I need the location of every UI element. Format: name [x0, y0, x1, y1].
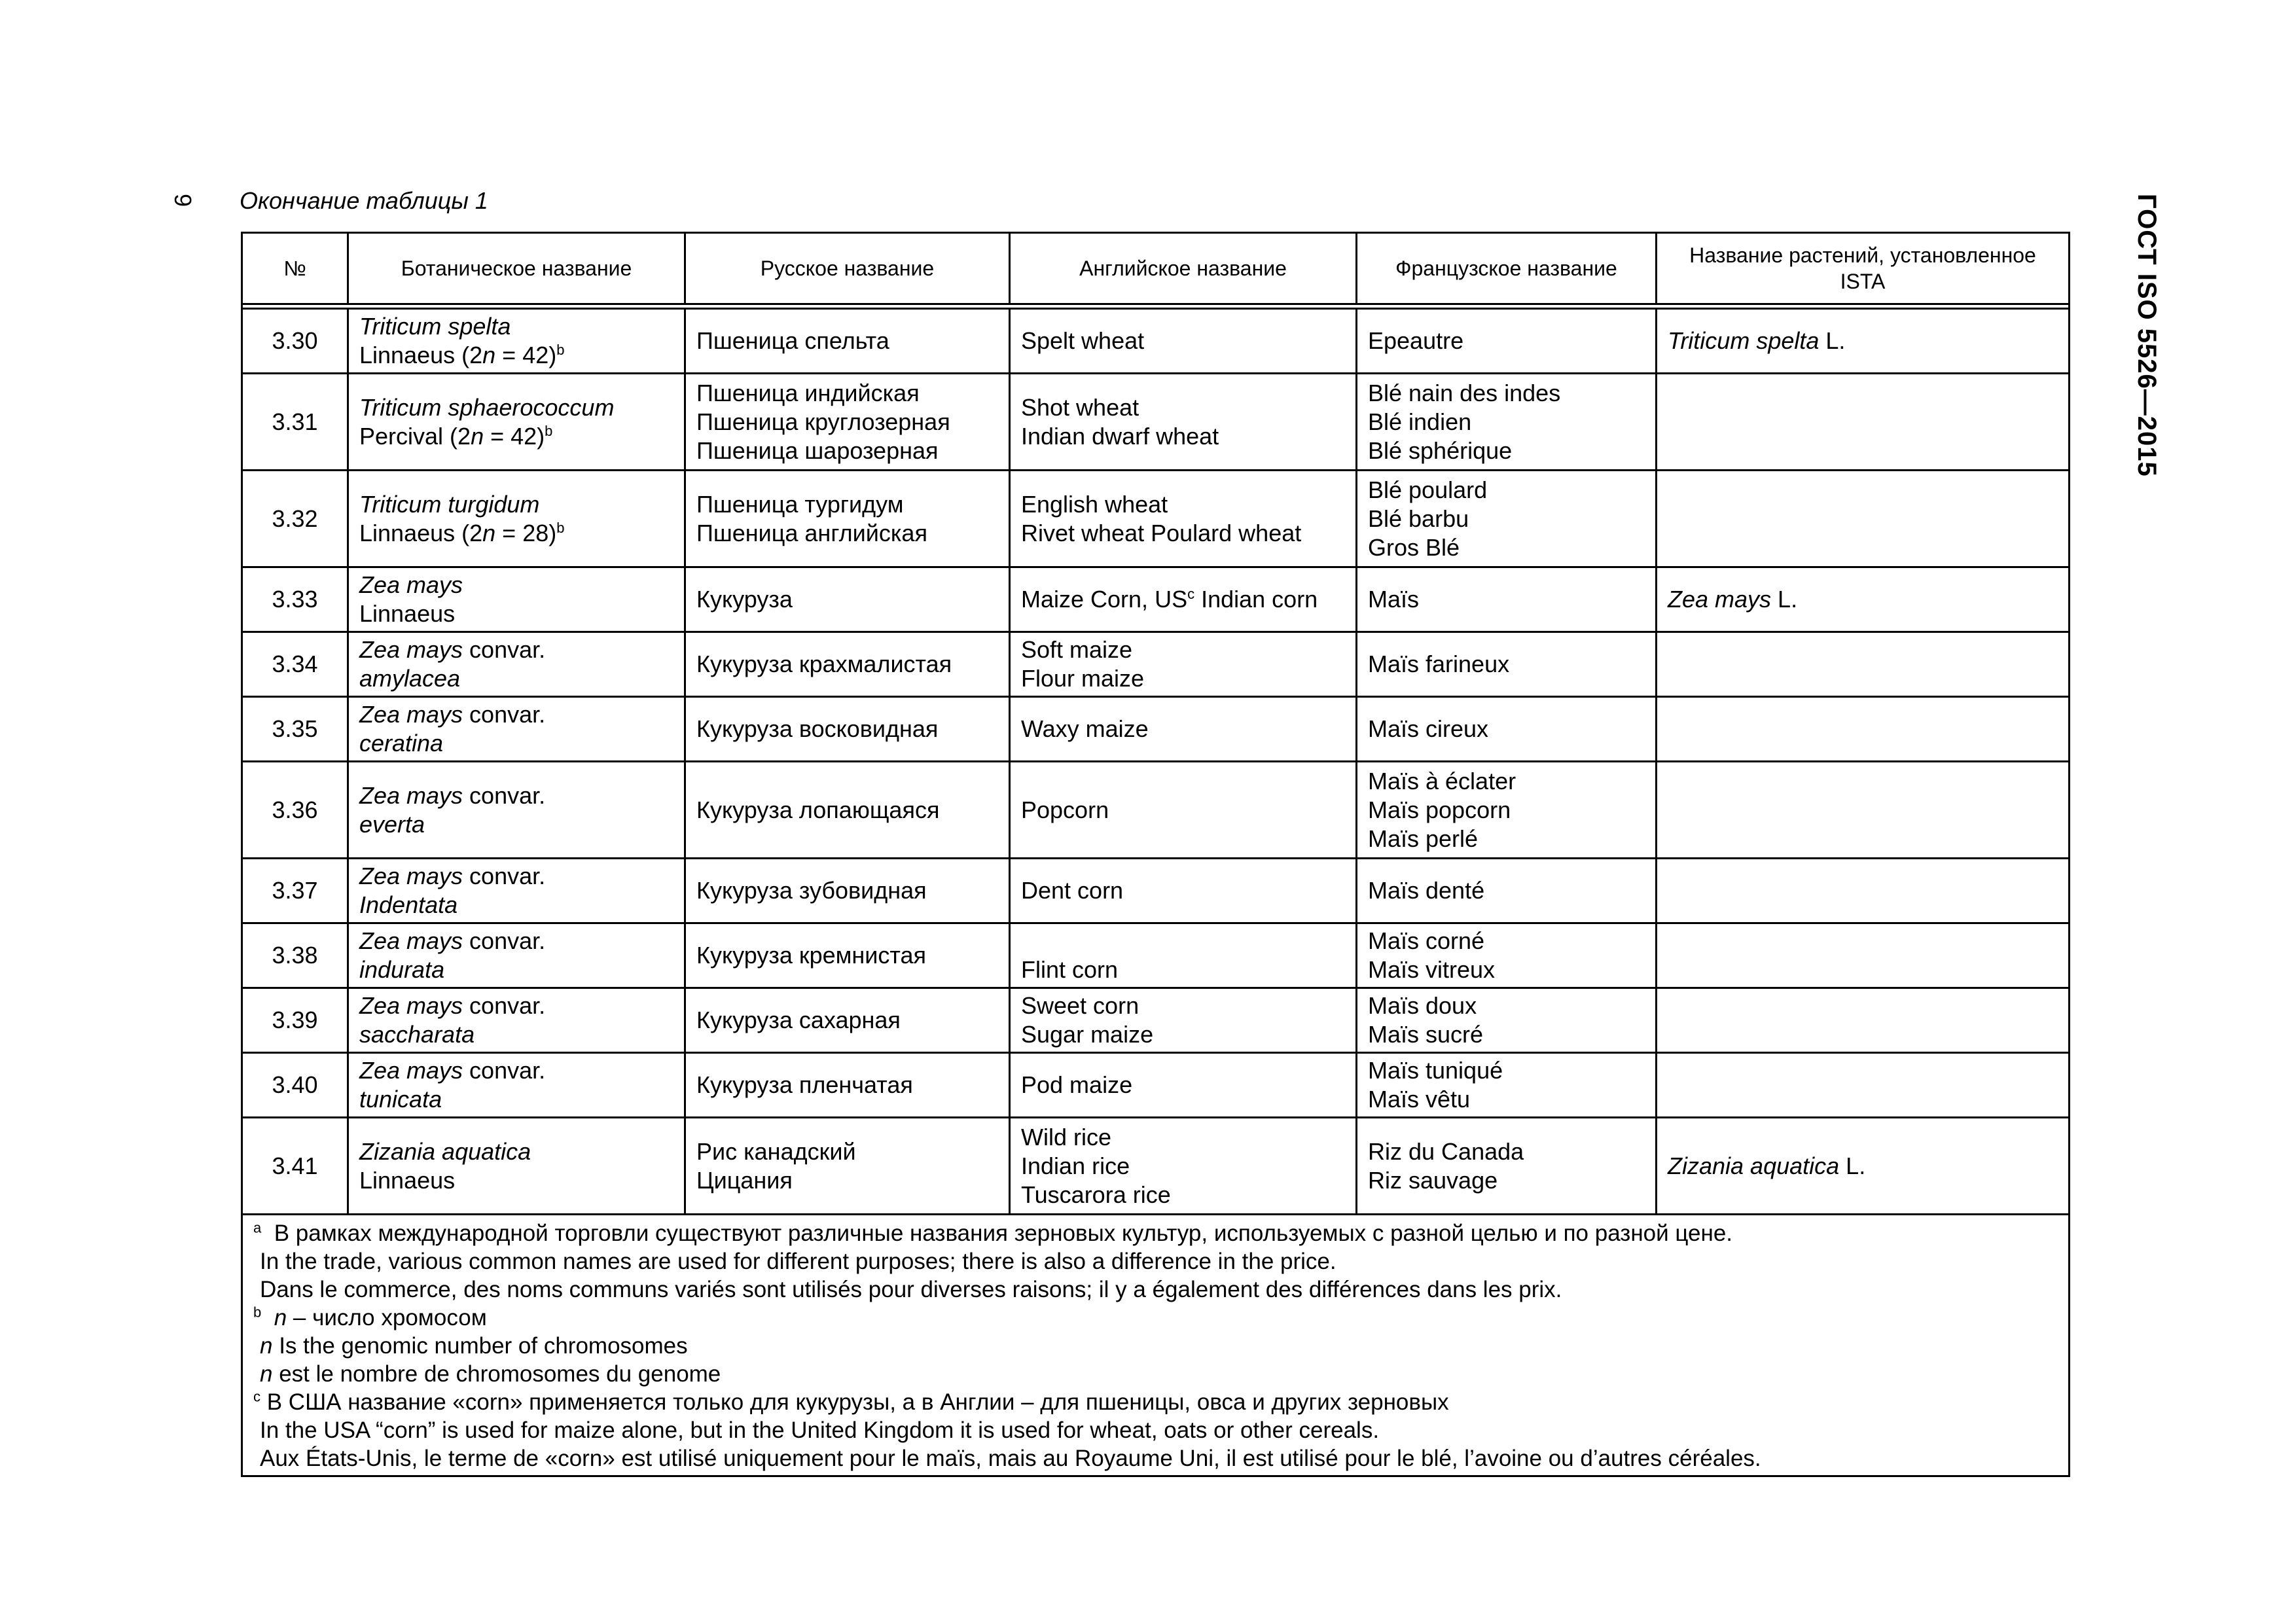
cell-botanical-name: [348, 471, 685, 567]
table-row: [242, 859, 2070, 923]
cell-number: 3.31: [242, 374, 348, 471]
cell-number: 3.40: [242, 1053, 348, 1118]
name-line: Triticum spelta L.: [1668, 327, 1846, 354]
cell-russian-name: [685, 632, 1010, 697]
name-line: Кукуруза кремнистая: [696, 942, 926, 969]
botanical-line: Linnaeus: [359, 1166, 456, 1194]
name-line: Sweet corn: [1021, 992, 1139, 1019]
cell-ista-name: [1657, 374, 2070, 471]
cell-russian-name: [685, 309, 1010, 374]
footnote-b-ru: $^b$ n – число хромосом: [253, 1304, 487, 1330]
footnotes-row: [242, 1215, 2070, 1476]
cell-french-name: [1357, 309, 1657, 374]
footnote-ref: b: [556, 342, 565, 358]
cell-number: 3.38: [242, 923, 348, 988]
footnote-ref: b: [556, 519, 565, 536]
cell-ista-name: [1657, 762, 2070, 859]
name-line: Flint corn: [1021, 956, 1119, 983]
cell-english-name: [1010, 632, 1357, 697]
name-line: Пшеница индийская: [696, 379, 920, 406]
table-row: [242, 923, 2070, 988]
name-line: Maïs perlé: [1368, 825, 1479, 852]
crops-table: [241, 232, 2070, 1477]
cell-english-name: [1010, 923, 1357, 988]
cell-botanical-name: [348, 859, 685, 923]
cell-russian-name: [685, 567, 1010, 632]
column-header: №: [242, 233, 348, 304]
cell-french-name: [1357, 923, 1657, 988]
cell-botanical-name: [348, 632, 685, 697]
cell-french-name: [1357, 567, 1657, 632]
table-body: [242, 304, 2070, 1215]
cell-ista-name: [1657, 859, 2070, 923]
name-line: Maïs: [1368, 586, 1420, 613]
name-line: Рис канадский: [696, 1137, 856, 1165]
name-line: Soft maize: [1021, 636, 1133, 663]
cell-number: 3.35: [242, 697, 348, 762]
cell-french-name: [1357, 859, 1657, 923]
name-line: Blé nain des indes: [1368, 379, 1561, 406]
cell-number: 3.41: [242, 1118, 348, 1215]
cell-english-name: [1010, 374, 1357, 471]
cell-botanical-name: [348, 923, 685, 988]
name-line: Indian dwarf wheat: [1021, 422, 1219, 450]
cell-number: 3.33: [242, 567, 348, 632]
cell-number: 3.32: [242, 471, 348, 567]
cell-botanical-name: [348, 988, 685, 1053]
footnote-b-fr: n est le nombre de chromosomes du genome: [260, 1361, 721, 1387]
botanical-line: Triticum turgidum: [359, 490, 540, 518]
name-line: Riz du Canada: [1368, 1137, 1524, 1165]
name-line: Sugar maize: [1021, 1021, 1154, 1048]
name-line: Кукуруза восковидная: [696, 715, 939, 742]
name-line: Maïs vêtu: [1368, 1086, 1471, 1113]
botanical-line: Zea mays: [359, 571, 463, 598]
column-header: Название растений, установленное ISTA: [1657, 233, 2070, 304]
botanical-line: indurata: [359, 956, 445, 983]
cell-russian-name: [685, 988, 1010, 1053]
name-line: Zizania aquatica L.: [1668, 1152, 1866, 1179]
botanical-line: saccharata: [359, 1021, 475, 1048]
cell-botanical-name: [348, 567, 685, 632]
name-line: Maïs vitreux: [1368, 956, 1496, 983]
name-line: Wild rice: [1021, 1123, 1112, 1150]
cell-ista-name: [1657, 1053, 2070, 1118]
cell-number: 3.34: [242, 632, 348, 697]
botanical-line: Linnaeus: [359, 600, 456, 627]
name-line: Пшеница тургидум: [696, 490, 904, 518]
table-row: [242, 762, 2070, 859]
name-line: Кукуруза пленчатая: [696, 1071, 913, 1098]
footnote-c-ru: $^c$ В США название «corn» применяется только для кукурузы, а в Англии – для пшеницы, овса и других зерновых: [253, 1388, 1449, 1415]
cell-english-name: [1010, 1118, 1357, 1215]
cell-russian-name: [685, 923, 1010, 988]
footnote-b-en: n Is the genomic number of chromosomes: [260, 1333, 688, 1359]
footnote-c-fr: Aux États-Unis, le terme de «corn» est utilisé uniquement pour le maïs, mais au Royaume Uni, il est utilisé pour le blé, l’avoine ou d’autres céréales.: [260, 1446, 1761, 1471]
name-line: Maïs à éclater: [1368, 767, 1516, 794]
cell-english-name: [1010, 567, 1357, 632]
footnote-a-en: In the trade, various common names are used for different purposes; there is also a difference in the price.: [260, 1249, 1336, 1274]
cell-english-name: [1010, 471, 1357, 567]
botanical-line: Linnaeus (2n = 42)$^b$: [359, 342, 565, 368]
footnote-a-fr: Dans le commerce, des noms communs variés sont utilisés pour diverses raisons; il y a également des différences dans les prix.: [260, 1277, 1562, 1302]
footnote-ref: b: [545, 422, 553, 439]
cell-number: 3.30: [242, 309, 348, 374]
botanical-line: tunicata: [359, 1086, 442, 1113]
cell-french-name: [1357, 762, 1657, 859]
cell-french-name: [1357, 632, 1657, 697]
footnote-ref: c: [1187, 586, 1195, 602]
name-line: Пшеница спельта: [696, 327, 889, 354]
table-row: [242, 988, 2070, 1053]
name-line: Кукуруза: [696, 586, 793, 613]
cell-french-name: [1357, 471, 1657, 567]
name-line: Waxy maize: [1021, 715, 1149, 742]
botanical-line: Triticum spelta: [359, 313, 511, 340]
cell-french-name: [1357, 1053, 1657, 1118]
name-line: Gros Blé: [1368, 533, 1460, 561]
cell-botanical-name: [348, 1053, 685, 1118]
botanical-line: Zea mays convar.: [359, 927, 546, 954]
botanical-line: Zea mays convar.: [359, 863, 546, 889]
table-row: [242, 567, 2070, 632]
name-line: Riz sauvage: [1368, 1166, 1498, 1194]
cell-botanical-name: [348, 762, 685, 859]
standard-title: ГОСТ ISO 5526—2015: [2132, 194, 2161, 477]
name-line: English wheat: [1021, 490, 1168, 518]
name-line: Кукуруза лопающаяся: [696, 796, 940, 823]
cell-french-name: [1357, 988, 1657, 1053]
name-line: Пшеница шарозерная: [696, 437, 939, 464]
name-line: Epeautre: [1368, 327, 1464, 354]
cell-french-name: [1357, 374, 1657, 471]
column-header: Русское название: [685, 233, 1010, 304]
name-line: Цицания: [696, 1166, 793, 1194]
cell-ista-name: [1657, 1118, 2070, 1215]
name-line: Blé indien: [1368, 408, 1472, 435]
name-line: Shot wheat: [1021, 393, 1139, 421]
cell-english-name: [1010, 762, 1357, 859]
table-row: [242, 1053, 2070, 1118]
botanical-line: amylacea: [359, 665, 461, 692]
table-row: [242, 632, 2070, 697]
cell-botanical-name: [348, 697, 685, 762]
name-line: Blé poulard: [1368, 476, 1488, 503]
cell-ista-name: [1657, 567, 2070, 632]
cell-number: 3.39: [242, 988, 348, 1053]
cell-ista-name: [1657, 632, 2070, 697]
cell-russian-name: [685, 697, 1010, 762]
table-header-row: [242, 233, 2070, 304]
botanical-line: Indentata: [359, 891, 458, 918]
cell-botanical-name: [348, 374, 685, 471]
name-line: Пшеница английская: [696, 519, 927, 546]
name-line: Tuscarora rice: [1021, 1181, 1171, 1208]
botanical-line: Zea mays convar.: [359, 701, 546, 728]
name-line: Maïs corné: [1368, 927, 1485, 954]
name-line: Maïs sucré: [1368, 1021, 1484, 1048]
table-row: [242, 697, 2070, 762]
name-line: Indian rice: [1021, 1152, 1130, 1179]
table-row: [242, 309, 2070, 374]
table-row: [242, 374, 2070, 471]
name-line: Spelt wheat: [1021, 327, 1145, 354]
name-line: Maïs cireux: [1368, 715, 1489, 742]
cell-botanical-name: [348, 1118, 685, 1215]
cell-russian-name: [685, 374, 1010, 471]
name-line: Maize Corn, $US^c$ Indian corn: [1021, 586, 1318, 613]
botanical-line: Zea mays convar.: [359, 992, 546, 1019]
cell-ista-name: [1657, 309, 2070, 374]
cell-russian-name: [685, 471, 1010, 567]
cell-english-name: [1010, 988, 1357, 1053]
cell-number: 3.37: [242, 859, 348, 923]
botanical-line: Zizania aquatica: [359, 1137, 531, 1165]
botanical-line: Linnaeus (2n = 28)$^b$: [359, 519, 565, 546]
table-row: [242, 1118, 2070, 1215]
botanical-line: everta: [359, 810, 425, 838]
name-line: Пшеница круглозерная: [696, 408, 950, 435]
page-number: 9: [170, 194, 196, 207]
column-header: Английское название: [1010, 233, 1357, 304]
cell-english-name: [1010, 1053, 1357, 1118]
name-line: Zea mays L.: [1668, 586, 1798, 613]
cell-ista-name: [1657, 471, 2070, 567]
name-line: Кукуруза зубовидная: [696, 877, 927, 904]
name-line: Popcorn: [1021, 796, 1109, 823]
botanical-line: Zea mays convar.: [359, 781, 546, 809]
name-line: Dent corn: [1021, 877, 1124, 904]
column-header: Французское название: [1357, 233, 1657, 304]
name-line: Maïs denté: [1368, 877, 1485, 904]
cell-russian-name: [685, 1053, 1010, 1118]
name-line: Maïs tuniqué: [1368, 1057, 1503, 1084]
cell-french-name: [1357, 697, 1657, 762]
cell-ista-name: [1657, 697, 2070, 762]
cell-french-name: [1357, 1118, 1657, 1215]
name-line: Flour maize: [1021, 665, 1145, 692]
name-line: Blé sphérique: [1368, 437, 1513, 464]
cell-botanical-name: [348, 309, 685, 374]
botanical-line: ceratina: [359, 730, 444, 757]
name-line: Maïs doux: [1368, 992, 1477, 1019]
footnote-c-en: In the USA “corn” is used for maize alone, but in the United Kingdom it is used for wheat, oats or other cereals.: [260, 1418, 1380, 1443]
cell-english-name: [1010, 309, 1357, 374]
botanical-line: Zea mays convar.: [359, 636, 546, 663]
cell-number: 3.36: [242, 762, 348, 859]
botanical-line: Triticum sphaerococcum: [359, 393, 615, 421]
footnotes: [242, 1215, 2070, 1476]
cell-russian-name: [685, 859, 1010, 923]
name-line: Кукуруза сахарная: [696, 1007, 901, 1033]
footnote-a-ru: $^a$ В рамках международной торговли существуют различные названия зерновых культур, используемых с разной целью и по разной цене.: [253, 1219, 1733, 1246]
botanical-line: Percival (2n = 42)$^b$: [359, 422, 553, 450]
name-line: Rivet wheat Poulard wheat: [1021, 519, 1302, 546]
botanical-line: Zea mays convar.: [359, 1057, 546, 1084]
cell-ista-name: [1657, 923, 2070, 988]
cell-russian-name: [685, 1118, 1010, 1215]
name-line: Maïs popcorn: [1368, 796, 1511, 823]
name-line: Blé barbu: [1368, 505, 1469, 532]
cell-english-name: [1010, 859, 1357, 923]
column-header: Ботаническое название: [348, 233, 685, 304]
table-row: [242, 471, 2070, 567]
name-line: Pod maize: [1021, 1071, 1133, 1098]
name-line: Maïs farineux: [1368, 651, 1510, 677]
table-caption: Окончание таблицы 1: [240, 187, 488, 214]
cell-english-name: [1010, 697, 1357, 762]
cell-ista-name: [1657, 988, 2070, 1053]
cell-russian-name: [685, 762, 1010, 859]
name-line: Кукуруза крахмалистая: [696, 651, 952, 677]
